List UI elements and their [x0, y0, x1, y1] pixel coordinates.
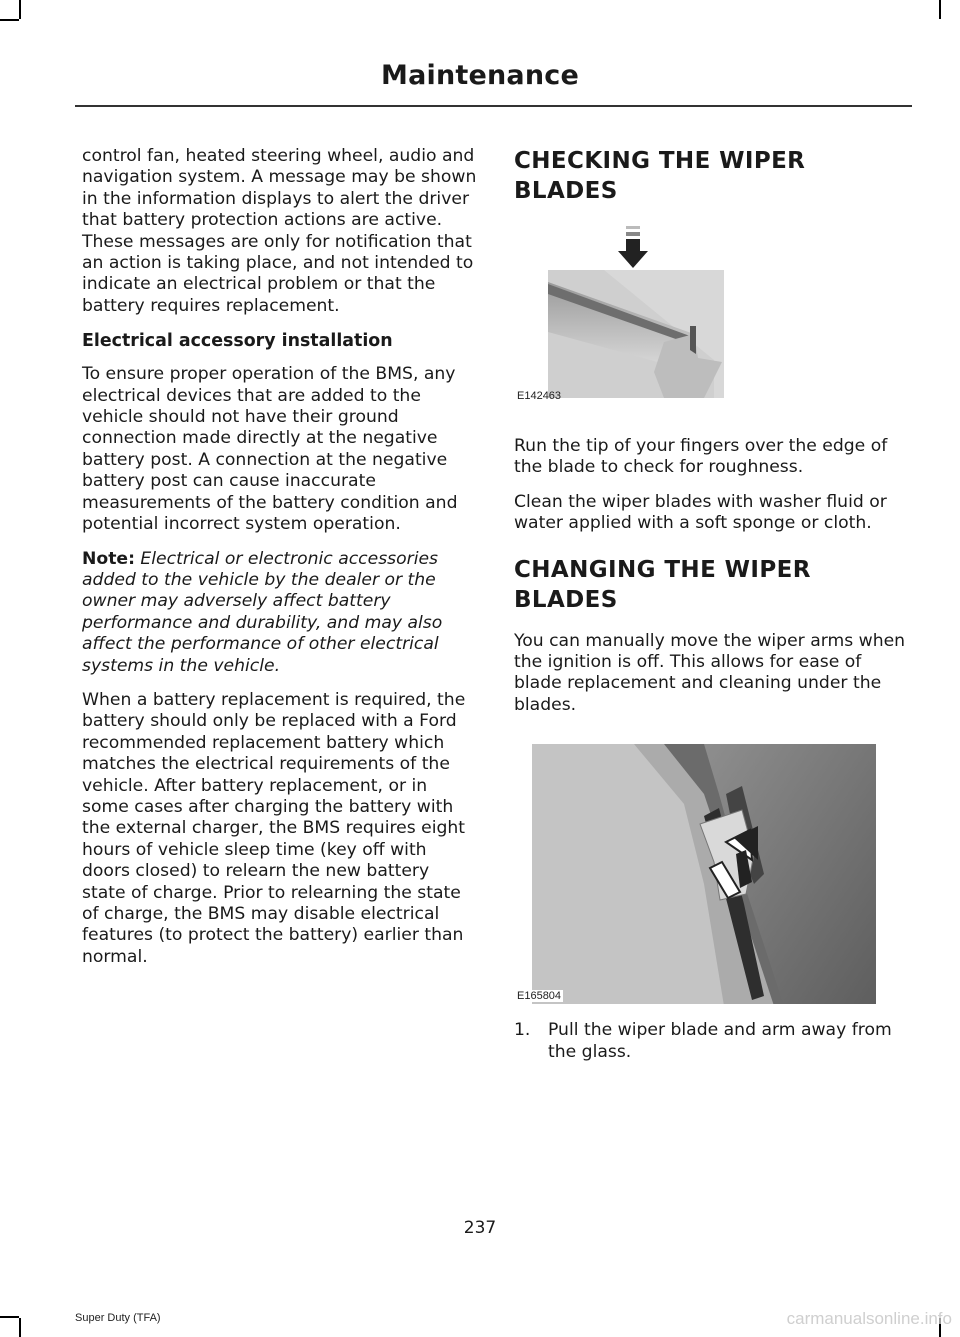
- figure-code: E142463: [517, 390, 562, 402]
- left-paragraph-2: To ensure proper operation of the BMS, any electrical devices that are added to the vehicle should not have their ground connection made directly at the negative battery post. A connection at the negative battery post can cause inaccurate measurements of the battery condition and potential incorrect system operation.: [82, 364, 458, 535]
- left-column: [82, 146, 477, 981]
- crop-mark-top-left-v: [19, 0, 21, 19]
- right-paragraph-1: Run the tip of your fingers over the edge of the blade to check for roughness.: [514, 436, 888, 478]
- list-item-step-1: [514, 1020, 909, 1063]
- heading-checking-wiper-blades: [514, 146, 909, 206]
- left-paragraph-3: When a battery replacement is required, the battery should only be replaced with a Ford recommended replacement battery which matches the electrical requirements of the vehicle. After battery replacement, or in some cases after charging the battery with the external charger, the BMS requires eight hours of vehicle sleep time (key off with doors closed) to relearn the new battery state of charge. Prior to relearning the state of charge, the BMS may disable electrical features (to protect the battery) earlier than normal.: [82, 689, 466, 967]
- heading-line: CHECKING THE WIPER: [514, 148, 806, 174]
- step-text: Pull the wiper blade and arm away from the glass.: [548, 1020, 892, 1062]
- header-rule: [75, 105, 912, 107]
- note-text: Electrical or electronic accessories added to the vehicle by the dealer or the owner may adversely affect battery performance and durability, and may also affect the performance of other electrical systems in the vehicle.: [82, 548, 443, 676]
- footer-model-name: Super Duty (TFA): [75, 1312, 161, 1324]
- page-number: 237: [463, 1218, 497, 1238]
- right-column: [514, 146, 909, 1063]
- subheading-electrical-accessory: Electrical accessory installation: [82, 331, 393, 352]
- figure-wiper-blade-edge: [514, 222, 734, 422]
- wiper-arm-illustration: [514, 734, 876, 1006]
- note-label: Note:: [82, 548, 135, 569]
- crop-mark-top-left-h: [0, 19, 19, 21]
- heading-changing-wiper-blades: [514, 555, 909, 615]
- heading-line: BLADES: [514, 586, 618, 613]
- left-paragraph-1: control fan, heated steering wheel, audio and navigation system. A message may be shown in the information displays to alert the driver that battery protection actions are active. These messages are only for notification that an action is taking place, and not intended to indicate an electrical problem or that the battery requires replacement.: [82, 146, 477, 316]
- crop-mark-bottom-left-v: [19, 1318, 21, 1337]
- figure-wiper-arm: [514, 734, 876, 1006]
- step-number: 1.: [514, 1020, 531, 1041]
- crop-mark-top-right-v: [939, 0, 941, 19]
- page-title: Maintenance: [381, 60, 579, 91]
- heading-line: CHANGING THE WIPER: [514, 556, 811, 583]
- heading-line: BLADES: [514, 178, 618, 204]
- crop-mark-bottom-left-h: [0, 1316, 19, 1318]
- figure-code: E165804: [517, 990, 562, 1003]
- right-paragraph-3: You can manually move the wiper arms when the ignition is off. This allows for ease of blade replacement and cleaning under the blades.: [514, 630, 906, 715]
- watermark: carmanualsonline.info: [786, 1309, 952, 1328]
- note-paragraph: [82, 549, 477, 677]
- right-paragraph-2: Clean the wiper blades with washer fluid or water applied with a soft sponge or cloth.: [514, 491, 887, 534]
